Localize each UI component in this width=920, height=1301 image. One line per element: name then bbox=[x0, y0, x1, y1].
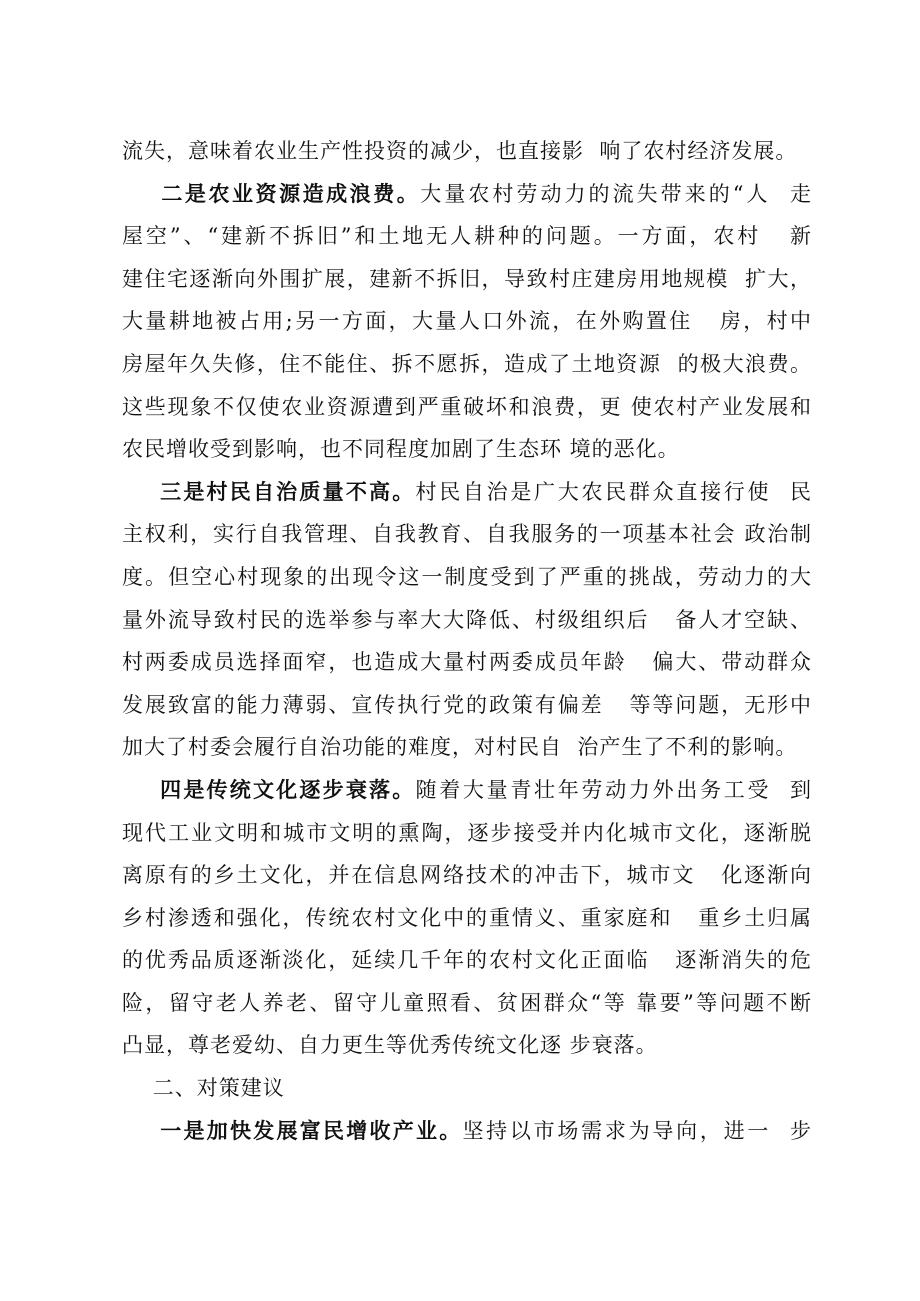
text-line bbox=[122, 173, 812, 216]
text-segment: 发展致富的能力薄弱、宣传执行党的政策有偏差 等等问题，无形中 bbox=[122, 692, 812, 717]
text-line bbox=[122, 641, 812, 684]
text-segment: 量外流导致村民的选举参与率大大降低、村级组织后 备人才空缺、 bbox=[122, 607, 812, 632]
text-segment: 加大了村委会履行自治功能的难度，对村民自 治产生了不利的影响。 bbox=[122, 735, 798, 760]
text-segment: 村两委成员选择面窄，也造成大量村两委成员年龄 偏大、带动群众 bbox=[122, 650, 812, 675]
text-segment: 现代工业文明和城市文明的熏陶，逐步接受并内化城市文化，逐渐脱 bbox=[122, 820, 812, 845]
text-segment: 二、对策建议 bbox=[122, 1076, 285, 1101]
text-segment: 屋空”、“建新不拆旧”和土地无人耕种的问题。一方面，农村 新 bbox=[122, 224, 812, 249]
text-segment: 房屋年久失修，住不能住、拆不愿拆，造成了土地资源 的极大浪费。 bbox=[122, 351, 812, 376]
text-segment: 度。但空心村现象的出现令这一制度受到了严重的挑战，劳动力的大 bbox=[122, 564, 812, 589]
text-line bbox=[122, 471, 812, 514]
text-segment: 的优秀品质逐渐淡化，延续几千年的农村文化正面临 逐渐消失的危 bbox=[122, 948, 812, 973]
text-line bbox=[122, 300, 812, 343]
text-line bbox=[122, 386, 812, 429]
text-line bbox=[122, 939, 812, 982]
text-line bbox=[122, 982, 812, 1025]
section-heading bbox=[122, 1067, 812, 1110]
text-line bbox=[122, 130, 812, 173]
text-line bbox=[122, 684, 812, 727]
text-line bbox=[122, 599, 812, 642]
text-segment: 凸显，尊老爱幼、自力更生等优秀传统文化逐 步衰落。 bbox=[122, 1033, 658, 1058]
text-segment: 坚持以市场需求为导向，进一 步 bbox=[462, 1118, 812, 1143]
text-line bbox=[122, 1024, 812, 1067]
text-line bbox=[122, 812, 812, 855]
paragraph-lead: 四是传统文化逐步衰落。 bbox=[122, 777, 416, 802]
paragraph-lead: 一是加快发展富民增收产业。 bbox=[122, 1118, 463, 1143]
text-line bbox=[122, 769, 812, 812]
text-line bbox=[122, 1110, 812, 1153]
text-segment: 农民增收受到影响，也不同程度加剧了生态环 境的恶化。 bbox=[122, 437, 680, 462]
text-segment: 村民自治是广大农民群众直接行使 民 bbox=[415, 479, 812, 504]
text-line bbox=[122, 258, 812, 301]
text-segment: 离原有的乡土文化，并在信息网络技术的冲击下，城市文 化逐渐向 bbox=[122, 863, 812, 888]
text-segment: 这些现象不仅使农业资源遭到严重破坏和浪费，更 使农村产业发展和 bbox=[122, 394, 812, 419]
text-line bbox=[122, 897, 812, 940]
text-segment: 随着大量青壮年劳动力外出务工受 到 bbox=[415, 777, 812, 802]
text-line bbox=[122, 215, 812, 258]
text-segment: 险，留守老人养老、留守儿童照看、贫困群众“等 靠要”等问题不断 bbox=[122, 990, 812, 1015]
text-segment: 大量农村劳动力的流失带来的“人 走 bbox=[420, 181, 812, 206]
paragraph-lead: 二是农业资源造成浪费。 bbox=[122, 181, 421, 206]
text-line bbox=[122, 854, 812, 897]
text-segment: 流失，意味着农业生产性投资的减少，也直接影 响了农村经济发展。 bbox=[122, 139, 798, 163]
text-line bbox=[122, 556, 812, 599]
document-body bbox=[122, 130, 812, 1152]
text-segment: 建住宅逐渐向外围扩展，建新不拆旧，导致村庄建房用地规模 扩大， bbox=[122, 266, 812, 291]
text-segment: 乡村渗透和强化，传统农村文化中的重情义、重家庭和 重乡土归属 bbox=[122, 905, 812, 930]
text-line bbox=[122, 343, 812, 386]
text-segment: 大量耕地被占用;另一方面，大量人口外流，在外购置住 房，村中 bbox=[122, 309, 812, 334]
text-line bbox=[122, 726, 812, 769]
text-line bbox=[122, 428, 812, 471]
text-line bbox=[122, 513, 812, 556]
text-segment: 主权利，实行自我管理、自我教育、自我服务的一项基本社会 政治制 bbox=[122, 522, 812, 547]
paragraph-lead: 三是村民自治质量不高。 bbox=[122, 479, 416, 504]
